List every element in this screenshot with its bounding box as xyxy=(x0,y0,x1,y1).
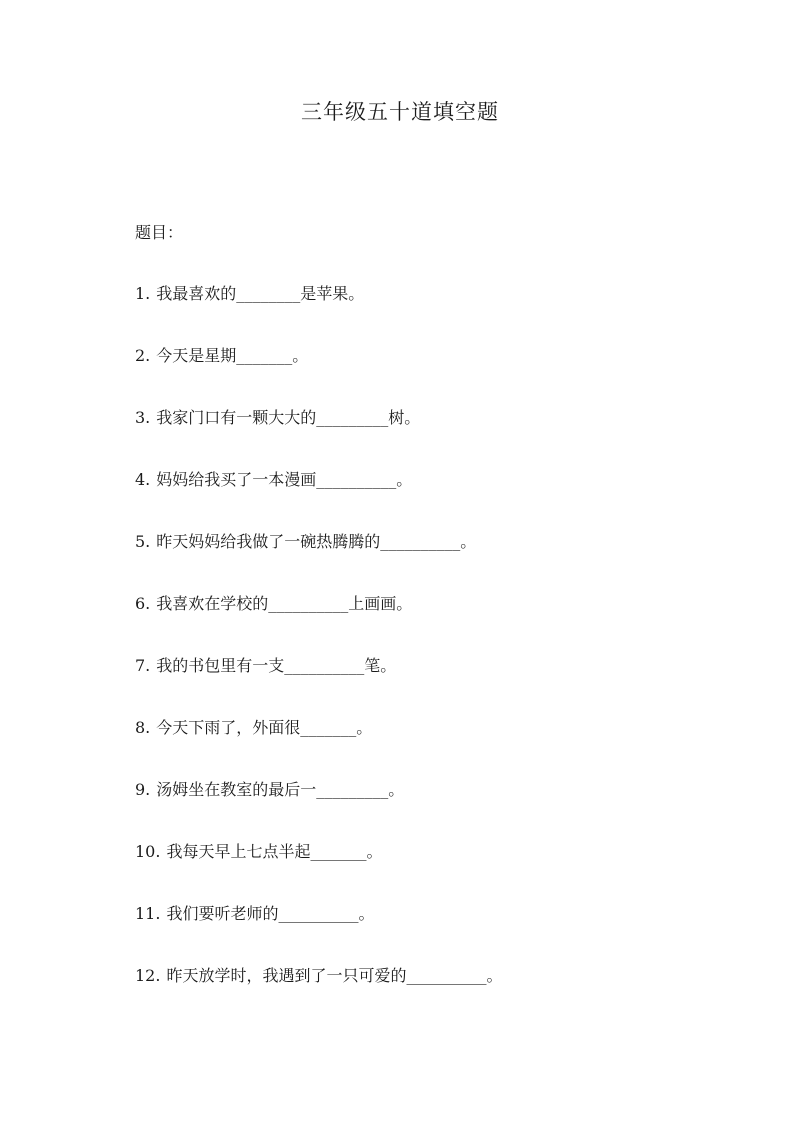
question-number: 2. xyxy=(135,346,151,365)
question-number: 9. xyxy=(135,780,151,799)
question-item xyxy=(135,407,735,469)
page-title: 三年级五十道填空题 xyxy=(301,100,499,124)
question-item xyxy=(135,531,735,593)
question-number: 8. xyxy=(135,718,151,737)
question-item xyxy=(135,469,735,531)
question-item xyxy=(135,593,735,655)
question-text: 我最喜欢的________是苹果。 xyxy=(156,284,365,303)
question-text: 我每天早上七点半起_______。 xyxy=(166,842,383,861)
question-number: 5. xyxy=(135,532,151,551)
question-list xyxy=(135,283,735,1027)
question-text: 汤姆坐在教室的最后一_________。 xyxy=(156,780,405,799)
question-text: 我们要听老师的__________。 xyxy=(166,904,375,923)
question-text: 今天是星期_______。 xyxy=(156,346,309,365)
question-number: 1. xyxy=(135,284,151,303)
question-item xyxy=(135,965,735,1027)
question-number: 12. xyxy=(135,966,161,985)
question-text: 昨天放学时，我遇到了一只可爱的__________。 xyxy=(166,966,503,985)
question-text: 妈妈给我买了一本漫画__________。 xyxy=(156,470,413,489)
question-item xyxy=(135,655,735,717)
question-text: 今天下雨了，外面很_______。 xyxy=(156,718,373,737)
question-number: 3. xyxy=(135,408,151,427)
question-item xyxy=(135,717,735,779)
question-item xyxy=(135,841,735,903)
question-text: 我家门口有一颗大大的_________树。 xyxy=(156,408,421,427)
question-number: 10. xyxy=(135,842,161,861)
question-text: 我喜欢在学校的__________上画画。 xyxy=(156,594,413,613)
question-number: 11. xyxy=(135,904,161,923)
question-text: 昨天妈妈给我做了一碗热腾腾的__________。 xyxy=(156,532,477,551)
question-item xyxy=(135,903,735,965)
question-item xyxy=(135,345,735,407)
question-item xyxy=(135,283,735,345)
section-label: 题目： xyxy=(135,223,184,242)
question-text: 我的书包里有一支__________笔。 xyxy=(156,656,397,675)
question-number: 7. xyxy=(135,656,151,675)
question-number: 4. xyxy=(135,470,151,489)
question-number: 6. xyxy=(135,594,151,613)
question-item xyxy=(135,779,735,841)
